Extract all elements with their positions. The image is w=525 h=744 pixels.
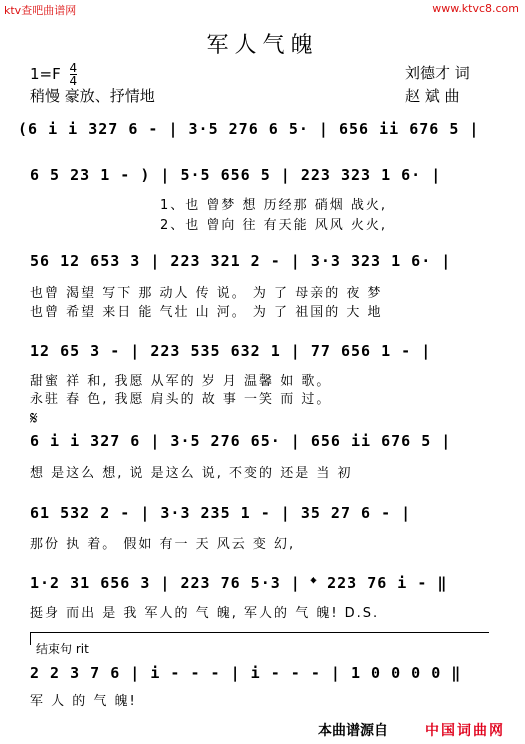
watermark-left: ktv查吧曲谱网 — [4, 4, 77, 17]
notation-system-7: 1·2 31 656 3 | 223 76 5·3 | 𝄌 223 76 i - ‖ — [30, 574, 448, 592]
time-signature-numerator: 4 — [69, 61, 78, 75]
lyrics-line: 永驻 春 色, 我愿 肩头的 故 事 一笑 而 过。 — [30, 392, 332, 407]
lyrics-line: 想 是这么 想, 说 是这么 说, 不变的 还是 当 初 — [30, 466, 353, 481]
lyricist-credit: 刘德才 词 — [405, 64, 470, 82]
lyrics-line: 军 人 的 气 魄! — [30, 694, 137, 709]
song-title: 军人气魄 — [206, 33, 319, 58]
lyrics-line: 也曾 渴望 写下 那 动人 传 说。 为 了 母亲的 夜 梦 — [30, 286, 383, 301]
tempo-marking: 稍慢 豪放、抒情地 — [30, 87, 155, 105]
time-signature — [70, 62, 78, 87]
notation-system-6: 61 532 2 - | 3·3 235 1 - | 35 27 6 - | — [30, 504, 412, 522]
lyrics-line: 挺身 而出 是 我 军人的 气 魄, 军人的 气 魄! D.S. — [30, 606, 380, 621]
watermark-right: www.ktvc8.com — [432, 2, 519, 15]
lyrics-line: 那份 执 着。 假如 有一 天 风云 变 幻, — [30, 537, 296, 552]
notation-system-2: 6 5 23 1 - ) | 5·5 656 5 | 223 323 1 6· | — [30, 166, 442, 184]
notation-system-8: 2 2 3 7 6 | i - - - | i - - - | 1 0 0 0 0 ‖ — [30, 664, 462, 682]
notation-system-4: 12 65 3 - | 223 535 632 1 | 77 656 1 - | — [30, 342, 432, 360]
segno-sign: 𝄋 — [30, 408, 38, 429]
ending-bracket — [30, 632, 489, 645]
lyrics-line: 2、也 曾向 往 有天能 风风 火火, — [160, 218, 388, 233]
lyrics-line: 1、也 曾梦 想 历经那 硝烟 战火, — [160, 198, 388, 213]
footer-source-label: 本曲谱源自 — [318, 723, 388, 739]
lyrics-line: 甜蜜 祥 和, 我愿 从军的 岁 月 温馨 如 歌。 — [30, 374, 332, 389]
lyrics-line: 也曾 希望 来日 能 气壮 山 河。 为 了 祖国的 大 地 — [30, 305, 383, 320]
notation-system-1: (6 i i 327 6 - | 3·5 276 6 5· | 656 ii 676 5 | — [18, 120, 480, 138]
time-signature-denominator: 4 — [69, 74, 78, 88]
key-signature: 1=F — [30, 65, 61, 83]
footer-site-logo: 中国词曲网 — [425, 723, 505, 739]
composer-credit: 赵 斌 曲 — [405, 87, 460, 105]
key-signature-row — [30, 62, 77, 87]
notation-system-5: 6 i i 327 6 | 3·5 276 65· | 656 ii 676 5 | — [30, 432, 452, 450]
notation-system-3: 56 12 653 3 | 223 321 2 - | 3·3 323 1 6· | — [30, 252, 452, 270]
ending-label: 结束句 rit — [36, 642, 89, 656]
